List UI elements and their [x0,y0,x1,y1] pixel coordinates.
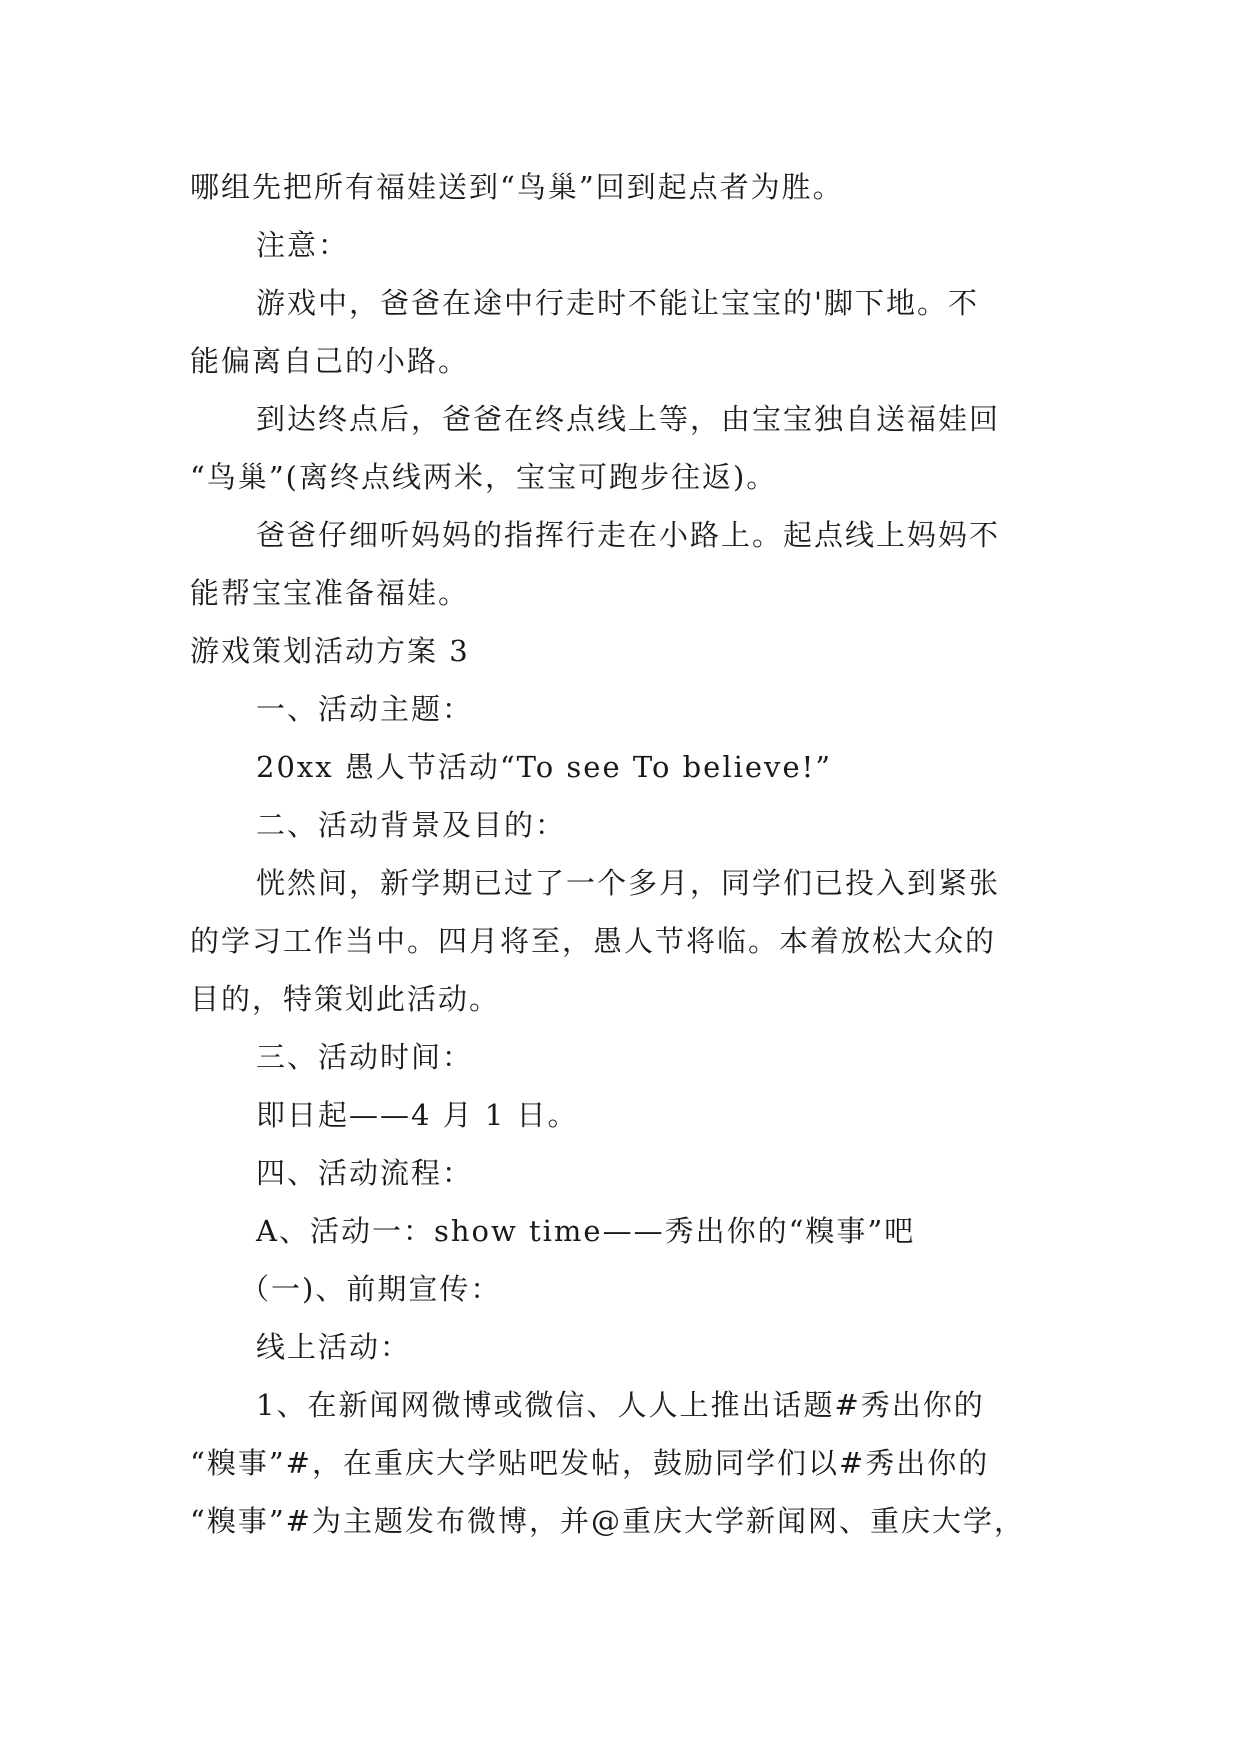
paragraph-line: 二、活动背景及目的： [256,808,567,842]
paragraph-line: “糗事”#为主题发布微博，并@重庆大学新闻网、重庆大学， [190,1504,1025,1538]
paragraph-line: 20xx 愚人节活动“To see To believe!” [256,750,833,784]
paragraph-line: 爸爸仔细听妈妈的指挥行走在小路上。起点线上妈妈不 [256,518,1001,552]
document-body [190,158,1052,1550]
paragraph-line: 四、活动流程： [256,1156,474,1190]
paragraph-line: 注意： [256,228,350,262]
paragraph-line: 游戏中，爸爸在途中行走时不能让宝宝的'脚下地。不 [256,286,979,320]
paragraph-line: A、活动一：show time——秀出你的“糗事”吧 [256,1214,916,1248]
paragraph-line: 恍然间，新学期已过了一个多月，同学们已投入到紧张 [256,866,1001,900]
section-heading: 游戏策划活动方案 3 [190,634,470,668]
paragraph-line: 1、在新闻网微博或微信、人人上推出话题#秀出你的 [256,1388,985,1422]
paragraph-line: 线上活动： [256,1330,412,1364]
paragraph-line: “鸟巢”(离终点线两米，宝宝可跑步往返)。 [190,460,778,494]
paragraph-line: 三、活动时间： [256,1040,474,1074]
paragraph-line: 哪组先把所有福娃送到“鸟巢”回到起点者为胜。 [190,170,844,204]
paragraph-line: 的学习工作当中。四月将至，愚人节将临。本着放松大众的 [190,924,997,958]
paragraph-line: 一、活动主题： [256,692,474,726]
paragraph-line: 到达终点后，爸爸在终点线上等，由宝宝独自送福娃回 [256,402,1001,436]
paragraph-line: 目的，特策划此活动。 [190,982,501,1016]
paragraph-line: 能偏离自己的小路。 [190,344,470,378]
paragraph-line: （一)、前期宣传： [240,1272,502,1306]
paragraph-line: “糗事”#，在重庆大学贴吧发帖，鼓励同学们以#秀出你的 [190,1446,990,1480]
paragraph-line: 即日起——4 月 1 日。 [256,1098,579,1132]
paragraph-line: 能帮宝宝准备福娃。 [190,576,470,610]
